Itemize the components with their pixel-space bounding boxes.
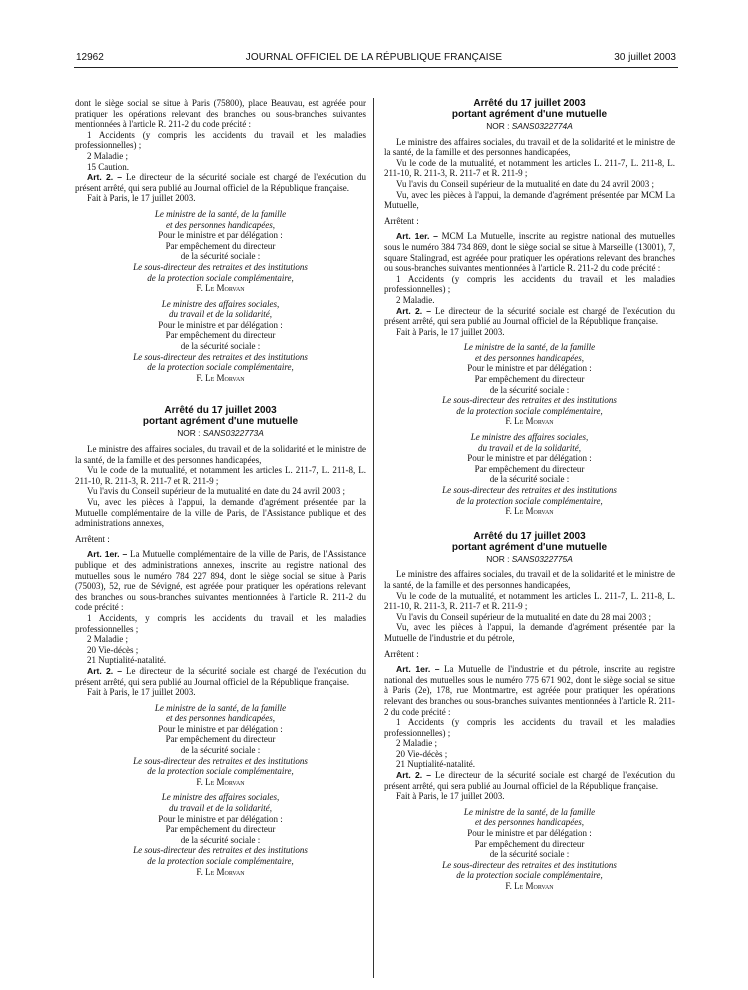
impediment-line: Par empêchement du directeur [474, 838, 585, 849]
arrete-title-line: portant agrément d'une mutuelle [142, 416, 299, 428]
signatory-title: et des personnes handicapées, [166, 219, 275, 230]
signatory-title: Le ministre de la santé, de la famille [463, 342, 596, 353]
article-text: Le directeur de la sécurité sociale est chargé de l'exécution du présent arrêté, qui sera publié au Journal officiel de la République française. [384, 305, 675, 327]
subdirector-title: Le sous-directeur des retraites et des institutions [442, 395, 617, 406]
signatory-title: du travail et de la solidarité, [169, 309, 272, 320]
preamble: Vu le code de la mutualité, et notamment les articles L. 211-7, L. 211-8, L. 211-10, R. 211-3, R. 211-7 et R. 211-9 ; [384, 157, 675, 179]
subdirector-title: Le sous-directeur des retraites et des institutions [133, 845, 308, 856]
article-2 [75, 666, 366, 687]
subdirector-title: Le sous-directeur des retraites et des institutions [442, 859, 617, 870]
branch-list [75, 130, 366, 172]
branch-item: 21 Nuptialité-natalité. [87, 655, 166, 666]
impediment-line: Par empêchement du directeur [165, 330, 276, 341]
signatory-title: Le ministre de la santé, de la famille [463, 806, 596, 817]
article-label: Art. 1er. – [87, 549, 128, 560]
subdirector-title: de la protection sociale complémentaire, [147, 362, 294, 373]
article-text: La Mutuelle complémentaire de la ville de Paris, de l'Assistance publique et des administrations annexes, inscrite au registre national des mutuelles sous le numéro 784 227 894, dont le siège social se situe à Paris (75003), 52, rue de Sévigné, est agréée pour pratiquer les opérations relevant des branches ou sous-branches suivantes mentionnées à l'article R. 211-2 du code précité : [75, 549, 367, 613]
fait-a-paris: Fait à Paris, le 17 juillet 2003. [396, 326, 505, 337]
impediment-line: de la sécurité sociale : [180, 745, 261, 756]
article-label: Art. 2. – [396, 770, 432, 781]
arretent: Arrêtent : [384, 648, 419, 659]
signatory-title: du travail et de la solidarité, [478, 442, 581, 453]
signatory-title: du travail et de la solidarité, [169, 803, 272, 814]
fait-a-paris: Fait à Paris, le 17 juillet 2003. [87, 193, 196, 204]
impediment-line: de la sécurité sociale : [489, 474, 570, 485]
signature-block [75, 792, 366, 877]
preamble: Vu l'avis du Conseil supérieur de la mutualité en date du 28 mai 2003 ; [396, 611, 652, 622]
subdirector-title: de la protection sociale complémentaire, [147, 766, 294, 777]
journal-title: JOURNAL OFFICIEL DE LA RÉPUBLIQUE FRANÇAISE [245, 52, 503, 63]
impediment-line: Par empêchement du directeur [165, 824, 276, 835]
arretent: Arrêtent : [75, 533, 110, 544]
page-header [0, 52, 748, 66]
signatory-name: F. Le Morvan [196, 776, 245, 787]
subdirector-title: Le sous-directeur des retraites et des institutions [133, 351, 308, 362]
branch-item: 20 Vie-décès ; [87, 644, 139, 655]
nor-code: SANS0322773A [202, 428, 264, 439]
article-text: La Mutuelle de l'industrie et du pétrole, inscrite au registre national des mutuelles sous le numéro 775 671 902, dont le siège social se situe à Paris (2e), 178, rue Montmartre, est agréée pour pratiquer les opérations relevant des branches ou sous-branches suivantes mentionnées à l'article R. 211-2 du code précité : [384, 664, 675, 717]
article-label: Art. 2. – [396, 305, 432, 316]
preamble: Le ministre des affaires sociales, du travail et de la solidarité et le ministre de la santé, de la famille et des personnes handicapées, [75, 444, 366, 465]
delegation-line: Pour le ministre et par délégation : [467, 828, 592, 839]
signatory-name: F. Le Morvan [196, 283, 245, 294]
signatory-title: Le ministre de la santé, de la famille [154, 702, 287, 713]
subdirector-title: de la protection sociale complémentaire, [456, 495, 603, 506]
preamble: Le ministre des affaires sociales, du travail et de la solidarité et le ministre de la santé, de la famille et des personnes handicapées, [384, 136, 675, 158]
article-label: Art. 1er. – [396, 231, 438, 242]
fait-a-paris: Fait à Paris, le 17 juillet 2003. [87, 687, 196, 698]
branch-item: 1 Accidents (y compris les accidents du travail et les maladies professionnelles) ; [384, 273, 675, 295]
arrete-title [75, 405, 366, 427]
delegation-line: Pour le ministre et par délégation : [158, 813, 283, 824]
impediment-line: de la sécurité sociale : [489, 849, 570, 860]
nor-reference [384, 121, 675, 132]
signatory-title: Le ministre des affaires sociales, [161, 298, 280, 309]
impediment-line: Par empêchement du directeur [474, 374, 585, 385]
subdirector-title: Le sous-directeur des retraites et des institutions [133, 261, 308, 272]
article-1 [75, 549, 366, 613]
article-2 [384, 770, 675, 791]
impediment-line: Par empêchement du directeur [165, 734, 276, 745]
fait-a-paris: Fait à Paris, le 17 juillet 2003. [396, 791, 505, 802]
preamble: Vu, avec les pièces à l'appui, la demande d'agrément présentée par la Mutuelle de l'industrie et du pétrole, [384, 622, 675, 643]
signatory-title: et des personnes handicapées, [475, 817, 584, 828]
impediment-line: de la sécurité sociale : [489, 384, 570, 395]
delegation-line: Pour le ministre et par délégation : [467, 363, 592, 374]
impediment-line: de la sécurité sociale : [180, 834, 261, 845]
article-1 [384, 231, 675, 273]
nor-code: SANS0322775A [511, 553, 573, 564]
signatory-title: Le ministre des affaires sociales, [161, 792, 280, 803]
preamble: Vu, avec les pièces à l'appui, la demande d'agrément présentée par la Mutuelle complémentaire de la ville de Paris, de l'Assistance publique et des administrations annexes, [75, 497, 366, 529]
branch-item: 21 Nuptialité-natalité. [396, 759, 475, 770]
branch-list [384, 274, 675, 306]
arretent: Arrêtent : [384, 215, 419, 226]
branch-list [75, 613, 366, 666]
signature-block [384, 432, 675, 517]
nor-code: SANS0322774A [511, 121, 573, 131]
delegation-line: Pour le ministre et par délégation : [467, 453, 592, 464]
nor-label: NOR : [486, 553, 512, 564]
signature-block [75, 209, 366, 294]
arrete-title-line: portant agrément d'une mutuelle [451, 109, 608, 120]
arrete-title [384, 531, 675, 553]
branch-item: 15 Caution. [87, 161, 129, 172]
signatory-name: F. Le Morvan [505, 506, 554, 517]
branch-item: 2 Maladie ; [396, 738, 437, 749]
nor-reference [75, 428, 366, 439]
continued-text: dont le siège social se situe à Paris (75800), place Beauvau, est agréée pour pratiquer les opérations relevant des branches ou sous-branches suivantes mentionnées à l'article R. 211-2 du code précité : [75, 98, 366, 130]
impediment-line: de la sécurité sociale : [180, 251, 261, 262]
preamble: Vu, avec les pièces à l'appui, la demande d'agrément présentée par MCM La Mutuelle, [384, 189, 675, 211]
article-label: Art. 1er. – [396, 664, 440, 675]
delegation-line: Pour le ministre et par délégation : [158, 319, 283, 330]
article-text: Le directeur de la sécurité sociale est chargé de l'exécution du présent arrêté, qui sera publié au Journal officiel de la République française. [75, 172, 366, 193]
delegation-line: Pour le ministre et par délégation : [158, 723, 283, 734]
signature-block [384, 807, 675, 892]
article-text: Le directeur de la sécurité sociale est chargé de l'exécution du présent arrêté, qui sera publié au Journal officiel de la République française. [384, 770, 675, 791]
header-rule [74, 67, 678, 68]
impediment-line: Par empêchement du directeur [474, 463, 585, 474]
signature-block [75, 299, 366, 384]
arrete-title-line: Arrêté du 17 juillet 2003 [473, 98, 586, 109]
branch-item: 20 Vie-décès ; [396, 748, 448, 759]
column-divider [373, 98, 374, 978]
article-1 [384, 664, 675, 717]
preamble: Vu le code de la mutualité, et notamment les articles L. 211-7, L. 211-8, L. 211-10, R. 211-3, R. 211-7 et R. 211-9 ; [75, 465, 366, 486]
right-column [384, 98, 675, 892]
subdirector-title: de la protection sociale complémentaire, [456, 870, 603, 881]
nor-label: NOR : [486, 121, 512, 131]
arrete-title [384, 98, 675, 120]
nor-reference [384, 554, 675, 565]
branch-item: 2 Maladie ; [87, 150, 128, 161]
arrete-title-line: portant agrément d'une mutuelle [451, 541, 608, 553]
signatory-title: Le ministre des affaires sociales, [470, 432, 589, 443]
arrete-title-line: Arrêté du 17 juillet 2003 [164, 405, 277, 417]
preamble: Le ministre des affaires sociales, du travail et de la solidarité et le ministre de la santé, de la famille et des personnes handicapées, [384, 569, 675, 590]
signatory-name: F. Le Morvan [196, 866, 245, 877]
signatory-name: F. Le Morvan [196, 372, 245, 383]
page-number: 12962 [76, 52, 104, 63]
branch-list [384, 717, 675, 770]
article-text: MCM La Mutuelle, inscrite au registre national des mutuelles sous le numéro 384 734 869, dont le siège social se situe à Marseille (13001), 7, square Stalingrad, est agréée pour pratiquer les opérations relevant des branches ou sous-branches suivantes mentionnées à l'article R. 211-2 du code précité : [384, 231, 675, 274]
article-2 [384, 306, 675, 327]
branch-item: 2 Maladie. [396, 294, 435, 305]
branch-item: 1 Accidents (y compris les accidents du travail et les maladies professionnelles) ; [75, 129, 366, 151]
branch-item: 1 Accidents (y compris les accidents du travail et les maladies professionnelles) ; [384, 717, 675, 738]
impediment-line: de la sécurité sociale : [180, 341, 261, 352]
subdirector-title: Le sous-directeur des retraites et des institutions [133, 755, 308, 766]
subdirector-title: Le sous-directeur des retraites et des institutions [442, 485, 617, 495]
nor-label: NOR : [177, 428, 203, 439]
subdirector-title: de la protection sociale complémentaire, [456, 405, 603, 416]
branch-item: 2 Maladie ; [87, 634, 128, 645]
article-text: Le directeur de la sécurité sociale est chargé de l'exécution du présent arrêté, qui sera publié au Journal officiel de la République française. [75, 665, 366, 687]
signatory-title: Le ministre de la santé, de la famille [154, 208, 287, 219]
branch-item: 1 Accidents, y compris les accidents du travail et les maladies professionnelles ; [75, 612, 366, 634]
delegation-line: Pour le ministre et par délégation : [158, 230, 283, 241]
subdirector-title: de la protection sociale complémentaire, [147, 856, 294, 866]
signatory-title: et des personnes handicapées, [475, 352, 584, 363]
subdirector-title: de la protection sociale complémentaire, [147, 272, 294, 283]
signatory-title: et des personnes handicapées, [166, 713, 275, 724]
preamble: Vu l'avis du Conseil supérieur de la mutualité en date du 24 avril 2003 ; [396, 178, 655, 189]
preamble: Vu le code de la mutualité, et notamment les articles L. 211-7, L. 211-8, L. 211-10, R. 211-3, R. 211-7 et R. 211-9 ; [384, 590, 675, 612]
signature-block [75, 703, 366, 788]
signatory-name: F. Le Morvan [505, 881, 554, 891]
arrete-title-line: Arrêté du 17 juillet 2003 [473, 530, 586, 542]
article-label: Art. 2. – [87, 665, 123, 676]
left-column [75, 98, 366, 877]
preamble: Vu l'avis du Conseil supérieur de la mutualité en date du 24 avril 2003 ; [87, 486, 346, 497]
impediment-line: Par empêchement du directeur [165, 240, 276, 251]
issue-date: 30 juillet 2003 [614, 52, 676, 63]
article-2 [75, 172, 366, 193]
signature-block [384, 342, 675, 427]
signatory-name: F. Le Morvan [505, 416, 554, 427]
article-label: Art. 2. – [87, 172, 123, 183]
